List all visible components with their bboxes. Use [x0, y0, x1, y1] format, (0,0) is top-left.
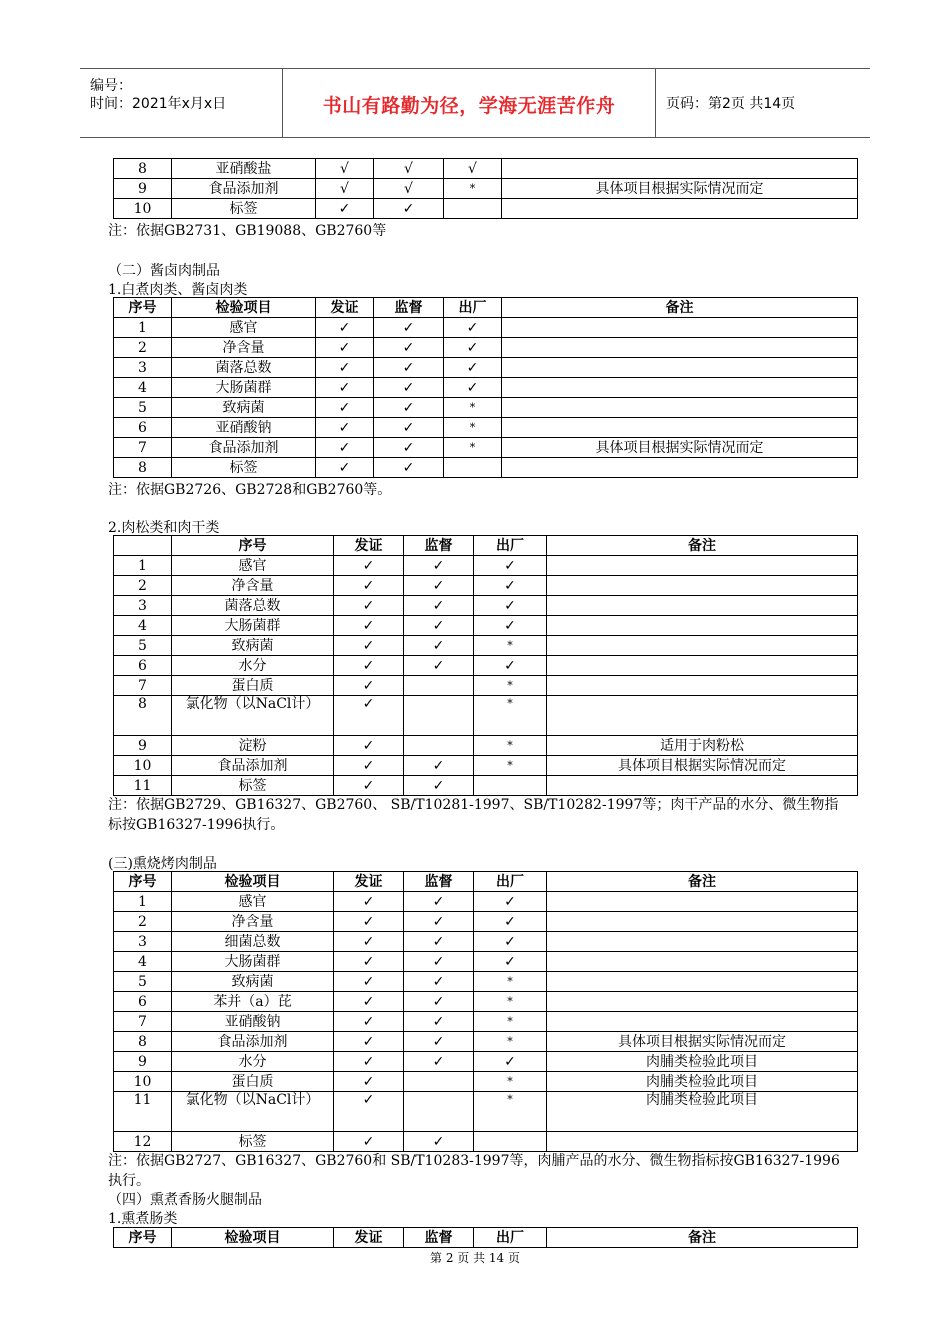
section-3-title: (三)熏烧烤肉制品: [108, 856, 217, 872]
table-cell: 10: [114, 199, 172, 219]
table-cell: 大肠菌群: [172, 616, 334, 636]
table-cell: *: [444, 179, 502, 199]
table-cell: ✓: [374, 418, 444, 438]
column-header: 监督: [404, 536, 474, 556]
table-row: [114, 616, 858, 636]
table-cell: [547, 576, 858, 596]
table-cell: 11: [114, 1092, 172, 1132]
table-cell: 净含量: [172, 338, 316, 358]
table-dried-meat-note: 注：依据GB2729、GB16327、GB2760、 SB/T10281-1997、SB/T10282-1997等；肉干产品的水分、微生物指标按GB16327-1996执行。: [108, 797, 839, 833]
table-cell: ✓: [374, 398, 444, 418]
column-header: 检验项目: [172, 1228, 334, 1248]
table-row: [114, 756, 858, 776]
table-cell: √: [374, 159, 444, 179]
table-cell: [404, 736, 474, 756]
table-cell: *: [474, 736, 547, 756]
table-cell: ✓: [334, 992, 404, 1012]
table-cell: ✓: [404, 892, 474, 912]
header-page-cell: [656, 69, 870, 137]
table-row: [114, 912, 858, 932]
table-cell: 2: [114, 338, 172, 358]
table-header-row: [114, 872, 858, 892]
column-header: 备注: [547, 872, 858, 892]
table-row: [114, 159, 858, 179]
column-header: 备注: [547, 536, 858, 556]
table-cell: ✓: [474, 616, 547, 636]
table-row: [114, 736, 858, 756]
table-cell: 8: [114, 159, 172, 179]
table-cell: [502, 159, 858, 179]
table-cell: *: [474, 972, 547, 992]
table-row: [114, 952, 858, 972]
table-cell: 9: [114, 736, 172, 756]
table-cell: ✓: [474, 1052, 547, 1072]
section-2-sub2: 2.肉松类和肉干类: [108, 520, 220, 536]
table-cell: [502, 458, 858, 478]
table-cell: 9: [114, 179, 172, 199]
header-motto: 书山有路勤为径，学海无涯苦作舟: [322, 95, 616, 117]
table-cell: ✓: [334, 736, 404, 756]
table-row: [114, 1132, 858, 1152]
table-cell: ✓: [316, 199, 374, 219]
table-cell: ✓: [374, 358, 444, 378]
table-cell: 5: [114, 398, 172, 418]
table-row: [114, 776, 858, 796]
table-cell: ✓: [474, 556, 547, 576]
table-cell: [404, 1072, 474, 1092]
table-cell: 7: [114, 438, 172, 458]
table-cell: 肉脯类检验此项目: [547, 1072, 858, 1092]
table-cell: ✓: [334, 1072, 404, 1092]
table-cell: ✓: [334, 676, 404, 696]
table-cell: [502, 378, 858, 398]
table-cell: ✓: [334, 1052, 404, 1072]
table-cell: ✓: [444, 338, 502, 358]
table-row: [114, 656, 858, 676]
table-cell: ✓: [404, 636, 474, 656]
table-smoked-meat-note: 注：依据GB2727、GB16327、GB2760和 SB/T10283-1997等，肉脯产品的水分、微生物指标按GB16327-1996执行。: [108, 1153, 840, 1189]
table-cell: 1: [114, 892, 172, 912]
table-row: [114, 418, 858, 438]
table-cell: ✓: [474, 932, 547, 952]
document-time-label: 时间：2021年x月x日: [90, 96, 227, 112]
table-row: [114, 358, 858, 378]
table-cell: ✓: [334, 596, 404, 616]
table-cell: ✓: [404, 1052, 474, 1072]
table-cell: 2: [114, 912, 172, 932]
table-cell: *: [474, 1092, 547, 1132]
table-cell: √: [374, 179, 444, 199]
table-cell: ✓: [334, 952, 404, 972]
table-row: [114, 696, 858, 736]
table-cell: 3: [114, 932, 172, 952]
column-header: 出厂: [474, 1228, 547, 1248]
column-header: 监督: [404, 872, 474, 892]
table-row: [114, 1092, 858, 1132]
table-row: [114, 458, 858, 478]
table-cell: 菌落总数: [172, 596, 334, 616]
table-boiled-meat-note: 注：依据GB2726、GB2728和GB2760等。: [108, 482, 392, 498]
table-cell: 氯化物（以NaCl计）: [172, 696, 334, 736]
table-cell: [474, 776, 547, 796]
table-cell: 8: [114, 696, 172, 736]
table-cell: 4: [114, 952, 172, 972]
table-cell: ✓: [334, 776, 404, 796]
table-continued-note: 注：依据GB2731、GB19088、GB2760等: [108, 223, 387, 239]
table-cell: 亚硝酸钠: [172, 418, 316, 438]
column-header: 检验项目: [172, 872, 334, 892]
table-cell: ✓: [404, 616, 474, 636]
table-header-row: [114, 536, 858, 556]
table-cell: 3: [114, 358, 172, 378]
page-footer: 第 2 页 共 14 页: [430, 1251, 520, 1265]
table-cell: √: [316, 179, 374, 199]
table-cell: [502, 338, 858, 358]
table-row: [114, 338, 858, 358]
column-header: 发证: [334, 872, 404, 892]
table-cell: 净含量: [172, 912, 334, 932]
table-cell: 6: [114, 656, 172, 676]
table-cell: ✓: [444, 378, 502, 398]
column-header: [114, 536, 172, 556]
table-cell: 具体项目根据实际情况而定: [547, 1032, 858, 1052]
table-cell: ✓: [404, 656, 474, 676]
table-smoked-sausage: [113, 1227, 858, 1248]
table-cell: 菌落总数: [172, 358, 316, 378]
table-cell: [444, 199, 502, 219]
table-cell: 水分: [172, 656, 334, 676]
table-cell: 6: [114, 992, 172, 1012]
table-boiled-meat: [113, 297, 858, 478]
table-cell: 致病菌: [172, 398, 316, 418]
table-row: [114, 892, 858, 912]
section-2-title: （二）酱卤肉制品: [108, 263, 220, 279]
table-cell: ✓: [334, 696, 404, 736]
header-page-number: 页码：第2页 共14页: [666, 96, 796, 112]
table-cell: 10: [114, 1072, 172, 1092]
column-header: 发证: [334, 536, 404, 556]
table-header-row: [114, 298, 858, 318]
table-cell: √: [444, 159, 502, 179]
table-cell: ✓: [404, 776, 474, 796]
table-cell: ✓: [404, 596, 474, 616]
table-cell: ✓: [316, 358, 374, 378]
table-cell: 感官: [172, 892, 334, 912]
table-cell: ✓: [334, 912, 404, 932]
table-cell: ✓: [404, 1032, 474, 1052]
table-cell: 5: [114, 636, 172, 656]
table-cell: [547, 1012, 858, 1032]
table-cell: [547, 912, 858, 932]
table-cell: [502, 418, 858, 438]
table-cell: *: [474, 1072, 547, 1092]
table-cell: 适用于肉粉松: [547, 736, 858, 756]
table-cell: ✓: [404, 912, 474, 932]
table-cell: 净含量: [172, 576, 334, 596]
table-cell: [547, 972, 858, 992]
table-cell: [547, 932, 858, 952]
table-cell: ✓: [334, 656, 404, 676]
table-cell: 10: [114, 756, 172, 776]
table-cell: *: [444, 418, 502, 438]
table-cell: [547, 656, 858, 676]
column-header: 序号: [172, 536, 334, 556]
table-row: [114, 199, 858, 219]
column-header: 发证: [316, 298, 374, 318]
table-cell: ✓: [334, 972, 404, 992]
column-header: 监督: [374, 298, 444, 318]
table-cell: *: [474, 756, 547, 776]
column-header: 序号: [114, 872, 172, 892]
table-cell: [547, 776, 858, 796]
table-cell: 11: [114, 776, 172, 796]
table-cell: ✓: [444, 318, 502, 338]
table-cell: ✓: [316, 338, 374, 358]
table-cell: 细菌总数: [172, 932, 334, 952]
table-cell: ✓: [334, 1032, 404, 1052]
column-header: 发证: [334, 1228, 404, 1248]
column-header: 出厂: [474, 536, 547, 556]
table-cell: [547, 616, 858, 636]
table-row: [114, 1052, 858, 1072]
table-cell: 12: [114, 1132, 172, 1152]
table-header-row: [114, 1228, 858, 1248]
table-cell: ✓: [474, 912, 547, 932]
table-cell: ✓: [334, 756, 404, 776]
table-cell: ✓: [316, 458, 374, 478]
table-cell: *: [444, 438, 502, 458]
table-cell: 食品添加剂: [172, 179, 316, 199]
table-cell: ✓: [404, 932, 474, 952]
column-header: 出厂: [474, 872, 547, 892]
table-cell: 1: [114, 318, 172, 338]
table-row: [114, 1032, 858, 1052]
table-row: [114, 398, 858, 418]
table-cell: 标签: [172, 458, 316, 478]
table-cell: ✓: [404, 1132, 474, 1152]
table-cell: *: [444, 398, 502, 418]
table-cell: ✓: [374, 378, 444, 398]
table-cell: [547, 696, 858, 736]
column-header: 序号: [114, 1228, 172, 1248]
table-cell: [502, 318, 858, 338]
table-cell: 肉脯类检验此项目: [547, 1052, 858, 1072]
table-cell: 苯并（a）芘: [172, 992, 334, 1012]
table-row: [114, 636, 858, 656]
column-header: 备注: [502, 298, 858, 318]
table-cell: 8: [114, 458, 172, 478]
table-row: [114, 1072, 858, 1092]
table-smoked-meat: [113, 871, 858, 1152]
table-cell: 8: [114, 1032, 172, 1052]
table-row: [114, 576, 858, 596]
table-cell: [474, 1132, 547, 1152]
table-row: [114, 438, 858, 458]
table-cell: 肉脯类检验此项目: [547, 1092, 858, 1132]
table-cell: *: [474, 1032, 547, 1052]
table-dried-meat: [113, 535, 858, 796]
table-cell: [502, 398, 858, 418]
table-cell: 标签: [172, 199, 316, 219]
table-row: [114, 676, 858, 696]
document-number-label: 编号：: [90, 78, 132, 94]
table-cell: [444, 458, 502, 478]
table-cell: ✓: [334, 1092, 404, 1132]
table-cell: [547, 952, 858, 972]
table-cell: *: [474, 636, 547, 656]
table-cell: ✓: [474, 656, 547, 676]
table-row: [114, 992, 858, 1012]
table-cell: ✓: [404, 576, 474, 596]
table-cell: ✓: [334, 932, 404, 952]
table-cell: ✓: [404, 972, 474, 992]
table-cell: ✓: [474, 892, 547, 912]
table-cell: 蛋白质: [172, 676, 334, 696]
table-cell: ✓: [404, 756, 474, 776]
table-cell: 淀粉: [172, 736, 334, 756]
table-cell: ✓: [334, 636, 404, 656]
table-cell: *: [474, 696, 547, 736]
table-row: [114, 318, 858, 338]
column-header: 备注: [547, 1228, 858, 1248]
table-cell: 食品添加剂: [172, 1032, 334, 1052]
table-cell: ✓: [374, 199, 444, 219]
table-cell: 4: [114, 616, 172, 636]
column-header: 监督: [404, 1228, 474, 1248]
table-cell: √: [316, 159, 374, 179]
table-cell: ✓: [374, 338, 444, 358]
table-cell: 亚硝酸盐: [172, 159, 316, 179]
table-cell: 1: [114, 556, 172, 576]
table-cell: ✓: [474, 576, 547, 596]
table-row: [114, 932, 858, 952]
table-cell: ✓: [374, 438, 444, 458]
table-cell: [547, 676, 858, 696]
table-cell: *: [474, 992, 547, 1012]
table-cell: ✓: [404, 556, 474, 576]
table-cell: [547, 1132, 858, 1152]
column-header: 序号: [114, 298, 172, 318]
table-row: [114, 556, 858, 576]
table-cell: ✓: [334, 556, 404, 576]
table-cell: *: [474, 676, 547, 696]
table-cell: ✓: [334, 1132, 404, 1152]
table-cell: 标签: [172, 776, 334, 796]
table-cell: 蛋白质: [172, 1072, 334, 1092]
table-cell: 亚硝酸钠: [172, 1012, 334, 1032]
table-cell: [547, 892, 858, 912]
table-cell: 感官: [172, 556, 334, 576]
table-cell: ✓: [374, 318, 444, 338]
table-cell: 具体项目根据实际情况而定: [502, 438, 858, 458]
table-cell: ✓: [316, 378, 374, 398]
table-cell: 2: [114, 576, 172, 596]
table-cell: ✓: [316, 438, 374, 458]
table-cell: 大肠菌群: [172, 952, 334, 972]
table-cell: 感官: [172, 318, 316, 338]
table-cell: 氯化物（以NaCl计）: [172, 1092, 334, 1132]
table-cell: ✓: [374, 458, 444, 478]
table-cell: 9: [114, 1052, 172, 1072]
section-4-title: （四）熏煮香肠火腿制品: [108, 1192, 262, 1208]
table-cell: ✓: [444, 358, 502, 378]
table-cell: 具体项目根据实际情况而定: [502, 179, 858, 199]
table-cell: ✓: [474, 952, 547, 972]
table-cell: 食品添加剂: [172, 438, 316, 458]
header-meta: [80, 69, 283, 137]
table-cell: 食品添加剂: [172, 756, 334, 776]
table-cell: 6: [114, 418, 172, 438]
table-cell: ✓: [404, 952, 474, 972]
table-cell: 3: [114, 596, 172, 616]
table-row: [114, 596, 858, 616]
table-cell: ✓: [334, 892, 404, 912]
table-row: [114, 179, 858, 199]
table-cell: 标签: [172, 1132, 334, 1152]
table-row: [114, 972, 858, 992]
table-cell: [404, 696, 474, 736]
table-cell: 致病菌: [172, 972, 334, 992]
table-row: [114, 378, 858, 398]
table-cell: 4: [114, 378, 172, 398]
table-cell: 大肠菌群: [172, 378, 316, 398]
column-header: 检验项目: [172, 298, 316, 318]
table-cell: ✓: [316, 398, 374, 418]
table-cell: [404, 1092, 474, 1132]
table-cell: ✓: [334, 576, 404, 596]
table-cell: ✓: [316, 418, 374, 438]
table-cell: 水分: [172, 1052, 334, 1072]
table-cell: 具体项目根据实际情况而定: [547, 756, 858, 776]
table-cell: [404, 676, 474, 696]
table-row: [114, 1012, 858, 1032]
table-cell: [547, 992, 858, 1012]
column-header: 出厂: [444, 298, 502, 318]
section-2-sub1: 1.白煮肉类、酱卤肉类: [108, 282, 248, 298]
section-4-sub1: 1.熏煮肠类: [108, 1211, 178, 1227]
table-cell: 7: [114, 1012, 172, 1032]
table-cell: [547, 556, 858, 576]
table-cell: [547, 636, 858, 656]
table-cell: *: [474, 1012, 547, 1032]
table-cell: [502, 199, 858, 219]
table-cell: 5: [114, 972, 172, 992]
table-cell: ✓: [404, 992, 474, 1012]
header-motto-cell: [283, 69, 656, 137]
table-cell: ✓: [316, 318, 374, 338]
table-cell: ✓: [404, 1012, 474, 1032]
table-cell: ✓: [334, 616, 404, 636]
table-cell: [547, 596, 858, 616]
table-cell: [502, 358, 858, 378]
table-cell: 致病菌: [172, 636, 334, 656]
table-cell: ✓: [334, 1012, 404, 1032]
page-header: [80, 68, 870, 138]
table-continued: [113, 158, 858, 219]
table-cell: 7: [114, 676, 172, 696]
table-cell: ✓: [474, 596, 547, 616]
